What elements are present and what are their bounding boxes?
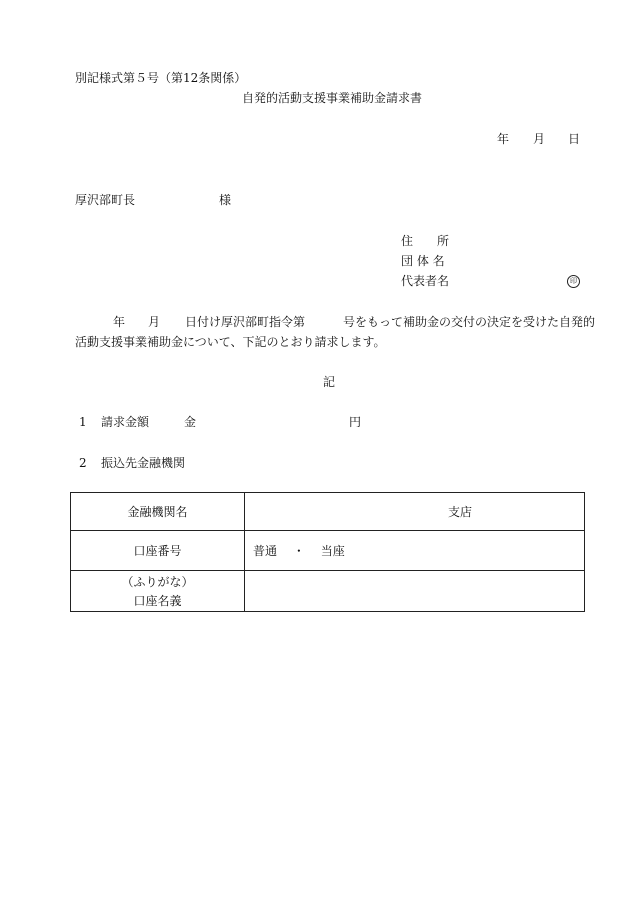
body-year: 年 <box>113 315 126 329</box>
date-month: 月 <box>533 132 546 146</box>
document-title: 自発的活動支援事業補助金請求書 <box>242 91 423 105</box>
bank-name-label: 金融機関名 <box>71 493 245 531</box>
date-day: 日 <box>568 132 581 146</box>
bank-name-value[interactable] <box>245 493 585 531</box>
addressee-honorific: 様 <box>219 193 232 207</box>
group-name-label: 団 体 名 <box>401 254 445 268</box>
body-line2: 活動支援事業補助金について、下記のとおり請求します。 <box>75 335 386 349</box>
table-row <box>71 531 585 571</box>
holder-name-label: 口座名義 <box>133 593 182 608</box>
table-row <box>71 571 585 612</box>
body-text-a: 日付け厚沢部町指令第 <box>185 315 306 329</box>
item1-label: 請求金額 <box>101 415 150 429</box>
account-number-value[interactable] <box>245 531 585 571</box>
item1-number: 1 <box>79 415 87 429</box>
table-row <box>71 493 585 531</box>
ki-heading: 記 <box>323 375 336 389</box>
branch-label: 支店 <box>448 505 473 519</box>
account-type-ordinary[interactable]: 普通 <box>253 544 278 558</box>
item2-label: 振込先金融機関 <box>101 456 186 470</box>
representative-label: 代表者名 <box>401 274 450 288</box>
item2-number: 2 <box>79 456 87 470</box>
body-text-b: 号をもって補助金の交付の決定を受けた自発的 <box>343 315 596 329</box>
body-month: 月 <box>148 315 161 329</box>
item1-prefix: 金 <box>184 415 197 429</box>
furigana-label: （ふりがな） <box>121 574 194 589</box>
account-type-checking[interactable]: 当座 <box>320 544 345 558</box>
date-year: 年 <box>497 132 510 146</box>
address-label: 住 所 <box>401 234 450 248</box>
addressee-name: 厚沢部町長 <box>75 193 136 207</box>
account-holder-label <box>71 571 245 612</box>
account-holder-value[interactable] <box>245 571 585 612</box>
form-number: 別記様式第５号（第12条関係） <box>75 71 247 85</box>
account-type-separator: ・ <box>292 544 305 558</box>
item1-unit: 円 <box>349 415 362 429</box>
bank-table <box>70 492 585 612</box>
seal-mark: 印 <box>567 275 580 288</box>
account-number-label: 口座番号 <box>71 531 245 571</box>
